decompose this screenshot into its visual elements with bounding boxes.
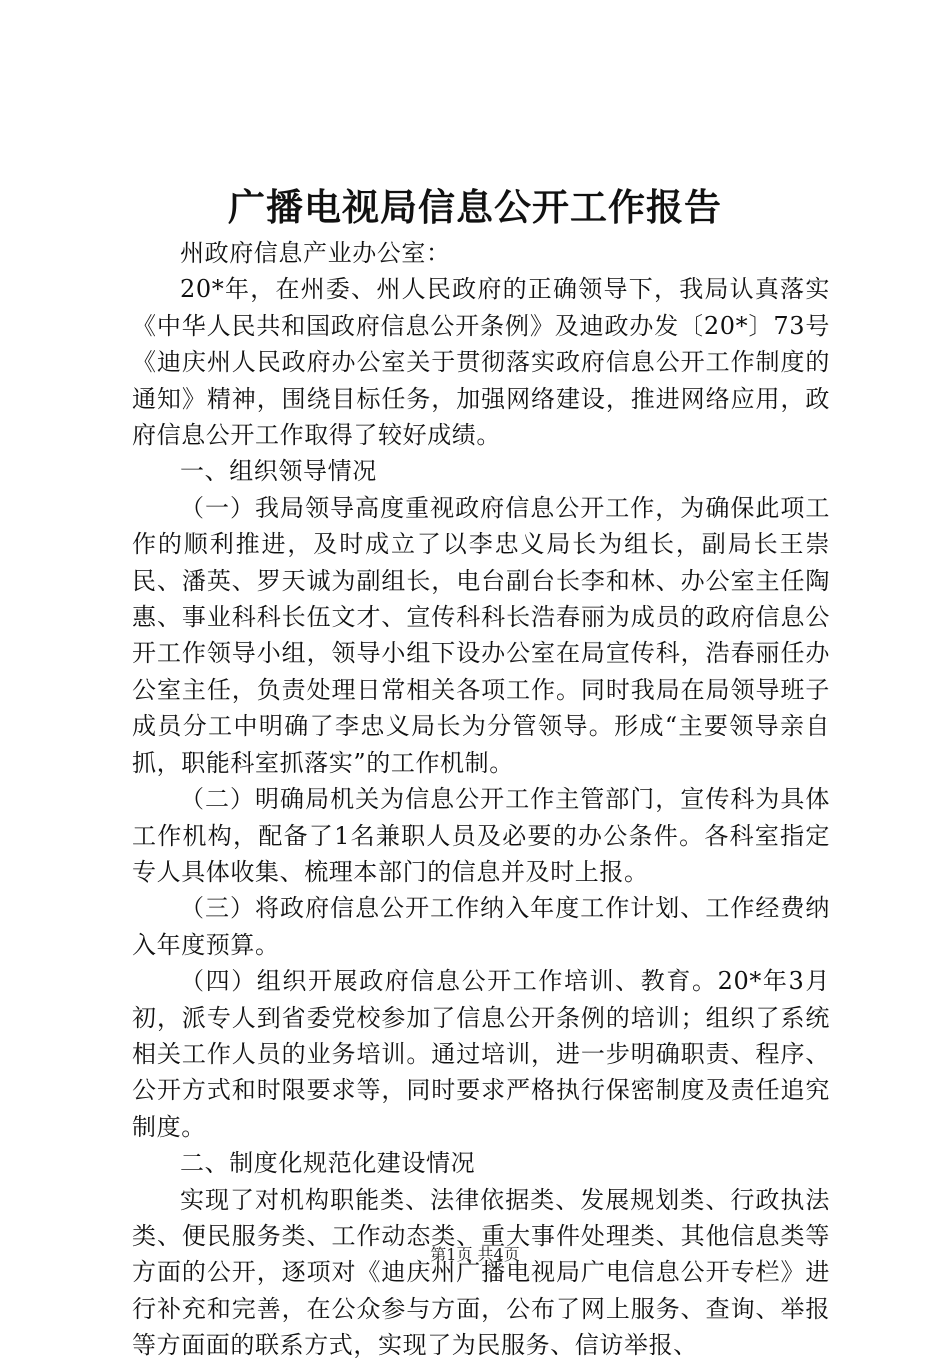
paragraph-item-4: （四）组织开展政府信息公开工作培训、教育。20*年3月初，派专人到省委党校参加了信息公开条例的培训；组织了系统相关工作人员的业务培训。通过培训，进一步明确职责、程序、公开方式和时限要求等，同时要求严格执行保密制度及责任追究制度。 <box>132 967 830 1141</box>
salutation: 州政府信息产业办公室： <box>180 239 451 267</box>
paragraph-item-1: （一）我局领导高度重视政府信息公开工作，为确保此项工作的顺利推进，及时成立了以李忠义局长为组长，副局长王崇民、潘英、罗天诚为副组长，电台副台长李和林、办公室主任陶惠、事业科科长伍文才、宣传科科长浩春丽为成员的政府信息公开工作领导小组，领导小组下设办公室在局宣传科，浩春丽任办公室主任，负责处理日常相关各项工作。同时我局在局领导班子成员分工中明确了李忠义局长为分管领导。形成“主要领导亲自抓，职能科室抓落实”的工作机制。 <box>132 493 830 777</box>
document-title: 广播电视局信息公开工作报告 <box>228 185 722 229</box>
paragraph-item-2: （二）明确局机关为信息公开工作主管部门，宣传科为具体工作机构，配备了1名兼职人员及必要的办公条件。各科室指定专人具体收集、梳理本部门的信息并及时上报。 <box>132 785 830 886</box>
page-footer: 第1页 共4页 <box>430 1245 520 1264</box>
section-heading-institutional: 二、制度化规范化建设情况 <box>180 1149 476 1178</box>
paragraph-intro: 20*年，在州委、州人民政府的正确领导下，我局认真落实《中华人民共和国政府信息公开条例》及迪政办发〔20*〕73号《迪庆州人民政府办公室关于贯彻落实政府信息公开工作制度的通知》精神，围绕目标任务，加强网络建设，推进网络应用，政府信息公开工作取得了较好成绩。 <box>132 275 830 450</box>
paragraph-item-3: （三）将政府信息公开工作纳入年度工作计划、工作经费纳入年度预算。 <box>132 894 830 959</box>
paragraph-institutional: 实现了对机构职能类、法律依据类、发展规划类、行政执法类、便民服务类、工作动态类、重大事件处理类、其他信息类等方面的公开，逐项对《迪庆州广播电视局广电信息公开专栏》进行补充和完善，在公众参与方面，公布了网上服务、查询、举报等方面面的联系方式，实现了为民服务、信访举报、 <box>132 1185 830 1360</box>
document-body <box>132 235 830 1364</box>
section-heading-organization: 一、组织领导情况 <box>180 457 377 486</box>
